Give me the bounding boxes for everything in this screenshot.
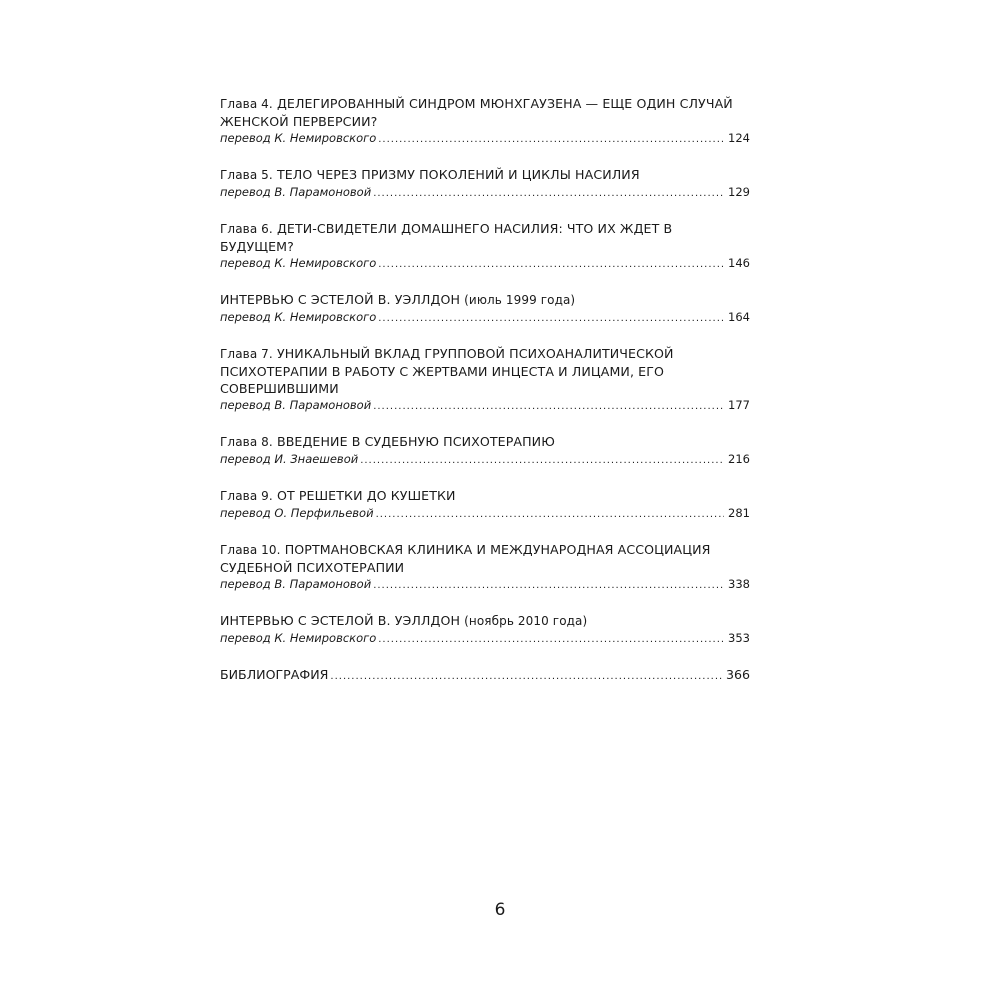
page-reference: 216 <box>728 452 750 466</box>
dot-leader <box>330 668 722 685</box>
page-reference: 366 <box>725 667 750 682</box>
translator-row <box>220 397 750 415</box>
chapter-title: ДЕЛЕГИРОВАННЫЙ СИНДРОМ МЮНХГАУЗЕНА — ЕЩЕ ОДИН СЛУЧАЙ ЖЕНСКОЙ ПЕРВЕРСИИ? <box>220 96 733 129</box>
chapter-number: Глава 9. <box>220 489 273 503</box>
toc-entry-interview-1999[interactable] <box>220 291 750 327</box>
dot-leader <box>373 398 724 415</box>
chapter-number: Глава 6. <box>220 222 273 236</box>
translator-row <box>220 630 750 648</box>
toc-entry-chapter-9[interactable] <box>220 487 750 523</box>
dot-leader <box>373 577 724 594</box>
chapter-title: ИНТЕРВЬЮ С ЭСТЕЛОЙ В. УЭЛЛДОН <box>220 292 461 307</box>
chapter-number: Глава 10. <box>220 543 281 557</box>
chapter-number: Глава 8. <box>220 435 273 449</box>
toc-entry-title <box>220 345 750 397</box>
chapter-title: ИНТЕРВЬЮ С ЭСТЕЛОЙ В. УЭЛЛДОН <box>220 613 461 628</box>
chapter-title: ВВЕДЕНИЕ В СУДЕБНУЮ ПСИХОТЕРАПИЮ <box>276 434 555 449</box>
dot-leader <box>378 631 724 648</box>
chapter-number: Глава 7. <box>220 347 273 361</box>
toc-entry-chapter-8[interactable] <box>220 433 750 469</box>
interview-date: (июль 1999 года) <box>464 293 576 307</box>
chapter-title: ДЕТИ-СВИДЕТЕЛИ ДОМАШНЕГО НАСИЛИЯ: ЧТО ИХ ЖДЕТ В БУДУЩЕМ? <box>220 221 673 254</box>
chapter-number: Глава 5. <box>220 168 273 182</box>
translator-row <box>220 255 750 273</box>
toc-entry-chapter-4[interactable] <box>220 95 750 148</box>
toc-entry-chapter-10[interactable] <box>220 541 750 594</box>
translator-credit: перевод В. Парамоновой <box>220 185 372 199</box>
chapter-title: УНИКАЛЬНЫЙ ВКЛАД ГРУППОВОЙ ПСИХОАНАЛИТИЧЕСКОЙ ПСИХОТЕРАПИИ В РАБОТУ С ЖЕРТВАМИ ИНЦЕСТА И ЛИЦАМИ, ЕГО СОВЕРШИВШИМИ <box>220 346 674 396</box>
toc-entry-title <box>220 291 750 309</box>
toc-entry-title <box>220 433 750 451</box>
toc-entry-chapter-5[interactable] <box>220 166 750 202</box>
page-reference: 281 <box>728 506 750 520</box>
chapter-title: ТЕЛО ЧЕРЕЗ ПРИЗМУ ПОКОЛЕНИЙ И ЦИКЛЫ НАСИЛИЯ <box>276 167 640 182</box>
page-reference: 353 <box>728 631 750 645</box>
toc-entry-title <box>220 166 750 184</box>
dot-leader <box>360 452 724 469</box>
translator-row <box>220 184 750 202</box>
translator-credit: перевод К. Немировского <box>220 310 377 324</box>
translator-row <box>220 309 750 327</box>
page-reference: 146 <box>728 256 750 270</box>
toc-entry-title <box>220 612 750 630</box>
translator-credit: перевод И. Знаешевой <box>220 452 359 466</box>
dot-leader <box>373 185 724 202</box>
toc-entry-interview-2010[interactable] <box>220 612 750 648</box>
page-reference: 124 <box>728 131 750 145</box>
translator-credit: перевод К. Немировского <box>220 631 377 645</box>
page-reference: 338 <box>728 577 750 591</box>
toc-entry-chapter-6[interactable] <box>220 220 750 273</box>
translator-credit: перевод В. Парамоновой <box>220 398 372 412</box>
translator-credit: перевод К. Немировского <box>220 256 377 270</box>
toc-entry-title <box>220 487 750 505</box>
chapter-title: ПОРТМАНОВСКАЯ КЛИНИКА И МЕЖДУНАРОДНАЯ АССОЦИАЦИЯ СУДЕБНОЙ ПСИХОТЕРАПИИ <box>220 542 711 575</box>
toc-entry-bibliography[interactable] <box>220 666 750 685</box>
dot-leader <box>378 131 724 148</box>
bibliography-title: БИБЛИОГРАФИЯ <box>220 667 329 682</box>
translator-credit: перевод О. Перфильевой <box>220 506 374 520</box>
translator-row <box>220 130 750 148</box>
translator-credit: перевод К. Немировского <box>220 131 377 145</box>
page-number: 6 <box>494 900 506 920</box>
page-reference: 164 <box>728 310 750 324</box>
dot-leader <box>378 310 724 327</box>
dot-leader <box>376 506 724 523</box>
translator-row <box>220 576 750 594</box>
interview-date: (ноябрь 2010 года) <box>464 614 588 628</box>
page-reference: 129 <box>728 185 750 199</box>
dot-leader <box>378 256 724 273</box>
bibliography-row <box>220 666 750 685</box>
chapter-title: ОТ РЕШЕТКИ ДО КУШЕТКИ <box>276 488 456 503</box>
translator-row <box>220 451 750 469</box>
toc-entry-title <box>220 220 750 255</box>
toc-entry-title <box>220 541 750 576</box>
chapter-number: Глава 4. <box>220 97 273 111</box>
translator-row <box>220 505 750 523</box>
table-of-contents <box>220 95 750 703</box>
toc-entry-title <box>220 95 750 130</box>
translator-credit: перевод В. Парамоновой <box>220 577 372 591</box>
page-reference: 177 <box>728 398 750 412</box>
toc-entry-chapter-7[interactable] <box>220 345 750 415</box>
